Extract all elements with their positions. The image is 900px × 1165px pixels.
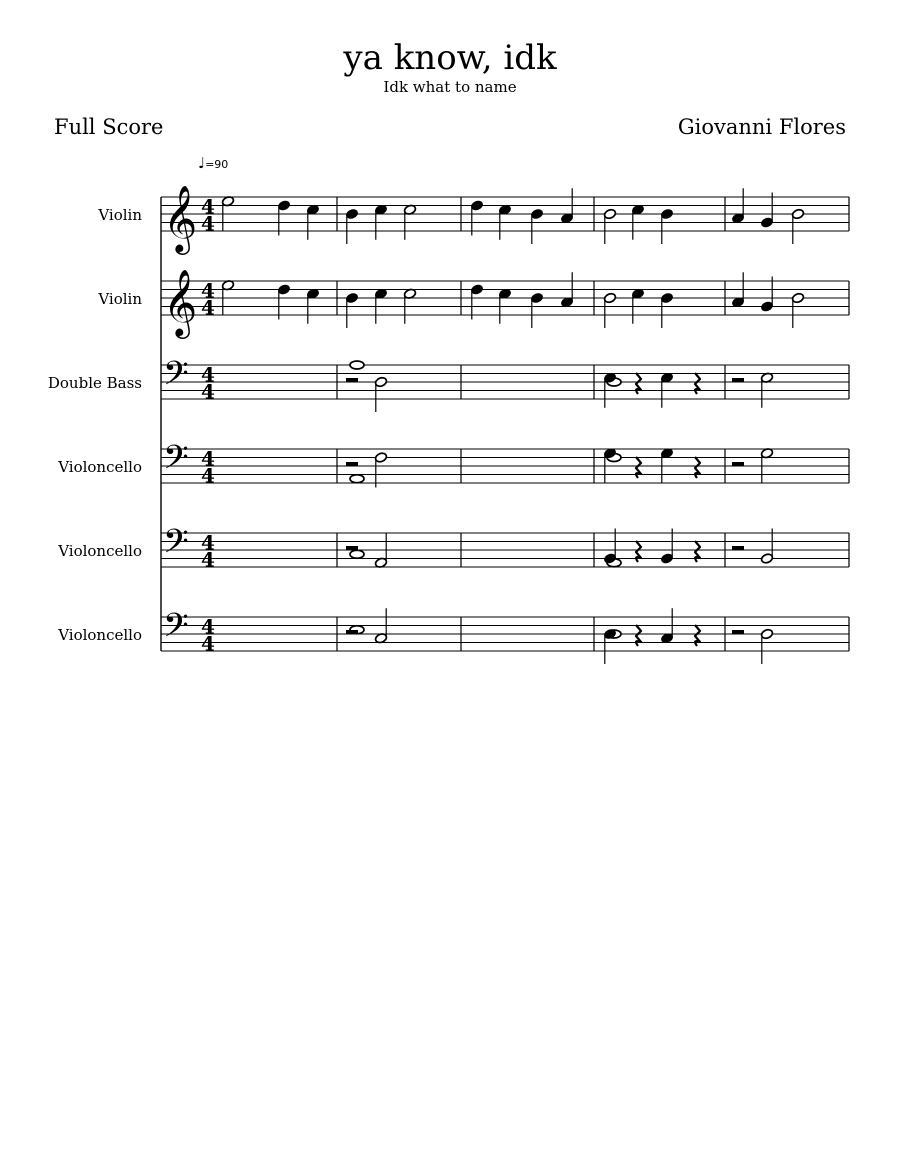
time-signature-denominator: 4 bbox=[201, 295, 215, 320]
bass-clef-icon: 𝄢 bbox=[163, 439, 189, 485]
time-signature-denominator: 4 bbox=[201, 211, 215, 236]
half-rest-icon bbox=[346, 378, 358, 382]
tempo-value: =90 bbox=[205, 158, 229, 171]
instrument-label: Violoncello bbox=[58, 542, 142, 560]
time-signature-denominator: 4 bbox=[201, 463, 215, 488]
composer-name: Giovanni Flores bbox=[677, 115, 846, 139]
time-signature-denominator: 4 bbox=[201, 631, 215, 656]
whole-note bbox=[350, 475, 364, 483]
instrument-label: Violoncello bbox=[58, 458, 142, 476]
whole-note bbox=[350, 361, 364, 369]
half-rest-icon bbox=[732, 630, 744, 634]
quarter-note-icon: ♩ bbox=[198, 154, 206, 172]
bass-clef-icon: 𝄢 bbox=[163, 607, 189, 653]
bass-clef-icon: 𝄢 bbox=[163, 523, 189, 569]
time-signature-denominator: 4 bbox=[201, 379, 215, 404]
instrument-label: Violin bbox=[98, 290, 142, 308]
bass-clef-icon: 𝄢 bbox=[163, 355, 189, 401]
treble-clef-icon: 𝄞 bbox=[163, 268, 198, 336]
time-signature-numerator: 4 bbox=[201, 194, 215, 219]
half-rest-icon bbox=[732, 546, 744, 550]
whole-note bbox=[350, 550, 364, 558]
treble-clef-icon: 𝄞 bbox=[163, 184, 198, 252]
half-rest-icon bbox=[346, 546, 358, 550]
half-rest-icon bbox=[346, 630, 358, 634]
part-label: Full Score bbox=[54, 115, 164, 139]
half-rest-icon bbox=[732, 378, 744, 382]
half-rest-icon bbox=[732, 462, 744, 466]
time-signature-numerator: 4 bbox=[201, 446, 215, 471]
time-signature-numerator: 4 bbox=[201, 278, 215, 303]
instrument-label: Double Bass bbox=[47, 374, 142, 392]
instrument-label: Violoncello bbox=[58, 626, 142, 644]
instrument-label: Violin bbox=[98, 206, 142, 224]
score-title: ya know, idk bbox=[343, 38, 557, 78]
time-signature-numerator: 4 bbox=[201, 362, 215, 387]
time-signature-numerator: 4 bbox=[201, 614, 215, 639]
time-signature-numerator: 4 bbox=[201, 530, 215, 555]
time-signature-denominator: 4 bbox=[201, 547, 215, 572]
score-subtitle: Idk what to name bbox=[383, 78, 517, 96]
half-rest-icon bbox=[346, 462, 358, 466]
